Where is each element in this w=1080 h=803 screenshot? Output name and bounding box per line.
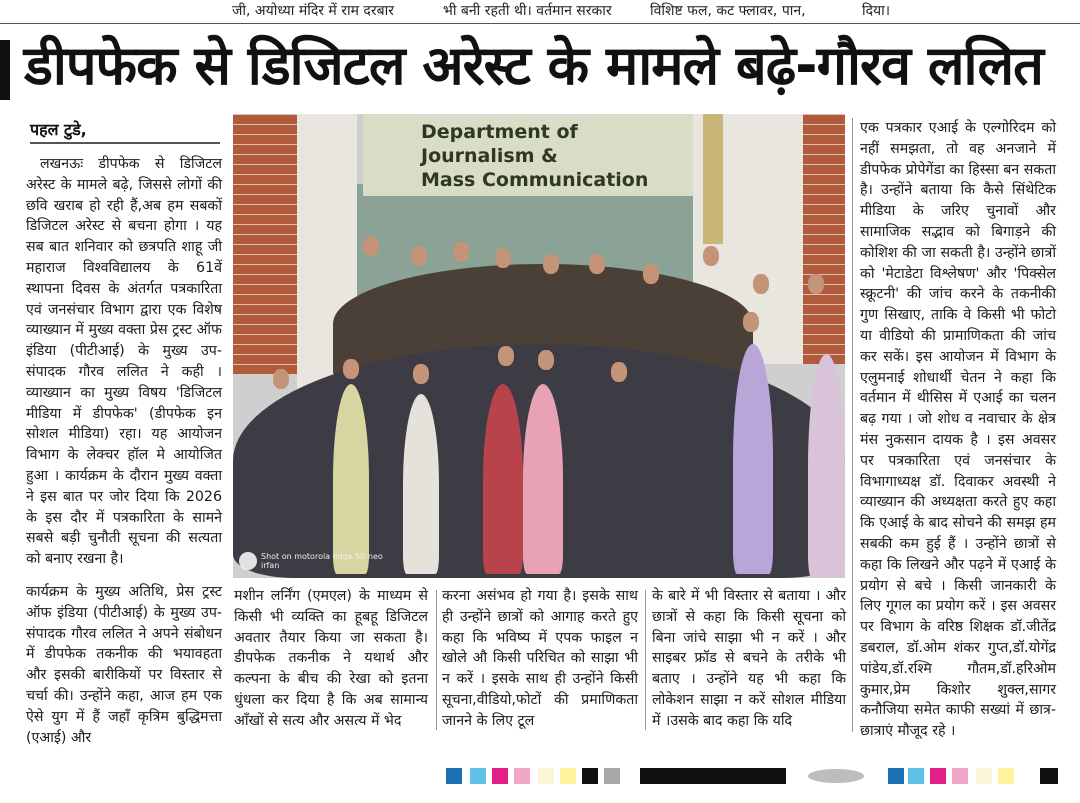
color-swatch bbox=[808, 769, 864, 783]
prev-article-snippet: भी बनी रहती थी। वर्तमान सरकार bbox=[443, 3, 612, 19]
article-column-1-continued bbox=[26, 582, 222, 746]
article-paragraph: एक पत्रकार एआई के एल्गोरिदम को नहीं समझता, तो वह अनजाने में डीपफेक प्रोपेगेंडा का हिस्सा बन सकता है। उन्होंने बताया कि कैसे सिंथेटिक मीडिया के जरिए चुनावों और सामाजिक सद्भाव को बिगाड़ने की कोशिश की जा सकती है। उन्होंने छात्रों को 'मेटाडेटा विश्लेषण' और 'पिक्सेल स्क्रूटनी' की जांच करने के तकनीकी गुण सिखाए, ताकि वे किसी भी फोटो या वीडियो की प्रामाणिकता की जांच कर सकें। इस आयोजन में विभाग के एलुमनाई शोधार्थी चेतन ने कहा कि वर्तमान में थीसिस में एआई का चलन बढ़ गया । जो शोध व नवाचार के क्षेत्र मंस नुकसान दायक है । इस अवसर पर पत्रकारिता एवं जनसंचार के विभागाध्यक्ष डॉ. दिवाकर अवस्थी ने व्याख्यान की अध्यक्षता करते हुए कहा कि एआई के बाद सोचने की समझ हम सबकी कम हुई हैं । उन्होंने छात्रों से कहा कि लिखने और पढ़ने में एआई के प्रयोग से बचे । किसी जानकारी के लिए गूगल का प्रयोग करें । इस अवसर पर विभाग के वरिष्ठ शिक्षक डॉ.जीतेंद्र डबराल, डॉ.ओम शंकर गुप्त,डॉ.योगेंद्र पांडेय,डॉ.रश्मि गौतम,डॉ.हरिओम कुमार,प्रेम किशोर शुक्ल,सागर कनौजिया समेत काफी सख्यां में छात्र-छात्राएं मौजूद रहे । bbox=[860, 120, 1056, 740]
color-swatch bbox=[930, 768, 946, 784]
article-column-1 bbox=[26, 154, 222, 582]
face bbox=[411, 246, 427, 266]
article-paragraph: लखनऊः डीपफेक से डिजिटल अरेस्ट के मामले बढ़े, जिससे लोगों की छवि खराब हो रही हैं,अब हम सबकों डिजिटल अरेस्ट से बचना होगा । यह सब बात शनिवार को छत्रपति शाहू जी महाराज विश्वविद्यालय के 61वें स्थापना दिवस के अंतर्गत पत्रकारिता एवं जनसंचार विभाग द्वारा एक विशेष व्याख्यान में मुख्य वक्ता प्रेस ट्रस्ट ऑफ इंडिया (पीटीआई) के मुख्य उप-संपादक गौरव ललित ने कही । व्याख्यान का मुख्य विषय 'डिजिटल मीडिया में डीपफेक' (डीपफेक इन सोशल मीडिया) रहा। यह आयोजन विभाग के लेक्चर हॉल मे आयोजित हुआ । कार्यक्रम के दौरान मुख्य वक्ता ने इस बात पर जोर दिया कि 2026 के इस दौर में पत्रकारिता के सामने सबसे बड़ी चुनौती सूचना की सत्यता को बनाए रखना है। bbox=[26, 156, 222, 568]
face bbox=[413, 364, 429, 384]
face bbox=[538, 350, 554, 370]
article-column-5 bbox=[860, 118, 1056, 740]
color-swatch bbox=[998, 768, 1014, 784]
face bbox=[453, 242, 469, 262]
face bbox=[703, 246, 719, 266]
face bbox=[543, 254, 559, 274]
face bbox=[589, 254, 605, 274]
student-light-outfit bbox=[808, 354, 845, 578]
byline-rule bbox=[30, 142, 220, 144]
student-lavender-outfit bbox=[733, 344, 773, 574]
article-paragraph: के बारे में भी विस्तार से बताया । और छात्रों से कहा कि किसी सूचना को बिना जांचे साझा भी न करें । और साइबर फ्रॉड से बचने के तरीके भी बताए । उन्होंने यह भी कहा कि लोकेशन साझा न करें सोशल मीडिया में ।उसके बाद कहा कि यदि bbox=[652, 588, 846, 729]
color-swatch bbox=[604, 768, 620, 784]
color-swatch bbox=[538, 768, 554, 784]
student-yellow-outfit bbox=[333, 384, 369, 574]
headline: डीपफेक से डिजिटल अरेस्ट के मामले बढ़े-गौरव ललित bbox=[24, 34, 1043, 97]
color-swatch bbox=[514, 768, 530, 784]
color-swatch bbox=[908, 768, 924, 784]
student-pink-outfit bbox=[523, 384, 563, 574]
face bbox=[498, 346, 514, 366]
color-swatch bbox=[470, 768, 486, 784]
color-swatch bbox=[560, 768, 576, 784]
prev-article-snippet: जी, अयोध्या मंदिर में राम दरबार bbox=[232, 3, 394, 19]
face bbox=[273, 369, 289, 389]
face bbox=[363, 236, 379, 256]
student-white-outfit bbox=[403, 394, 439, 574]
color-swatch bbox=[640, 768, 786, 784]
top-rule bbox=[0, 23, 1080, 24]
face bbox=[753, 274, 769, 294]
sign-line: Mass Communication bbox=[421, 169, 649, 191]
face bbox=[495, 248, 511, 268]
face bbox=[611, 362, 627, 382]
cropped-letter-fragment bbox=[0, 40, 10, 100]
color-swatch bbox=[492, 768, 508, 784]
sign-line: Department of Journalism & bbox=[421, 121, 578, 167]
article-paragraph: करना असंभव हो गया है। इसके साथ ही उन्होंने छात्रों को आगाह करते हुए कहा कि भविष्य में एपक फाइल न खोले औ किसी परिचित को साझा भी न करें । इसके साथ ही उन्होंने किसी सूचना,वीडियो,फोटों की प्रमाणिकता जानने के लिए टूल bbox=[442, 588, 638, 729]
prev-article-snippet: विशिष्ट फल, कट फ्लावर, पान, bbox=[650, 3, 806, 19]
prev-article-snippet: दिया। bbox=[862, 3, 891, 19]
article-paragraph: मशीन लर्निंग (एमएल) के माध्यम से किसी भी व्यक्ति का हूबहू डिजिटल अवतार तैयार किया जा सकता है। डीपफेक तकनीक ने यथार्थ और कल्पना के बीच की रेखा को इतना धुंधला कर दिया है कि अब सामान्य आँखों से सत्य और असत्य में भेद bbox=[234, 588, 428, 729]
department-sign bbox=[363, 114, 693, 196]
signboard-right bbox=[703, 114, 723, 244]
camera-watermark bbox=[261, 552, 383, 570]
color-swatch bbox=[1040, 768, 1058, 784]
color-swatch bbox=[582, 768, 598, 784]
column-gutter bbox=[852, 118, 853, 732]
group-photo bbox=[233, 114, 845, 578]
color-swatch bbox=[446, 768, 462, 784]
article-column-2 bbox=[234, 586, 428, 732]
color-swatch bbox=[976, 768, 992, 784]
article-column-3 bbox=[442, 586, 638, 732]
camera-brand-icon bbox=[239, 552, 257, 570]
watermark-line: irfan bbox=[261, 561, 280, 570]
column-gutter bbox=[436, 590, 437, 730]
student-red-outfit bbox=[483, 384, 523, 574]
face bbox=[643, 264, 659, 284]
face bbox=[343, 359, 359, 379]
article-column-4 bbox=[652, 586, 846, 732]
color-swatch bbox=[952, 768, 968, 784]
byline: पहल टुडे, bbox=[30, 120, 87, 139]
face bbox=[743, 312, 759, 332]
column-gutter bbox=[645, 590, 646, 730]
article-paragraph: कार्यक्रम के मुख्य अतिथि, प्रेस ट्रस्ट ऑफ इंडिया (पीटीआई) के मुख्य उप-संपादक गौरव ललित ने अपने संबोधन में डीपफेक तकनीक की भयावहता और इसकी बारीकियों पर विस्तार से चर्चा की। उन्होंने कहा, आज हम एक ऐसे युग में हैं जहाँ कृत्रिम बुद्धिमत्ता (एआई) और bbox=[26, 584, 222, 746]
watermark-line: Shot on motorola edge 50 neo bbox=[261, 552, 383, 561]
brick-wall bbox=[233, 114, 297, 374]
face bbox=[808, 274, 824, 294]
color-swatch bbox=[888, 768, 904, 784]
brick-wall bbox=[803, 114, 845, 364]
